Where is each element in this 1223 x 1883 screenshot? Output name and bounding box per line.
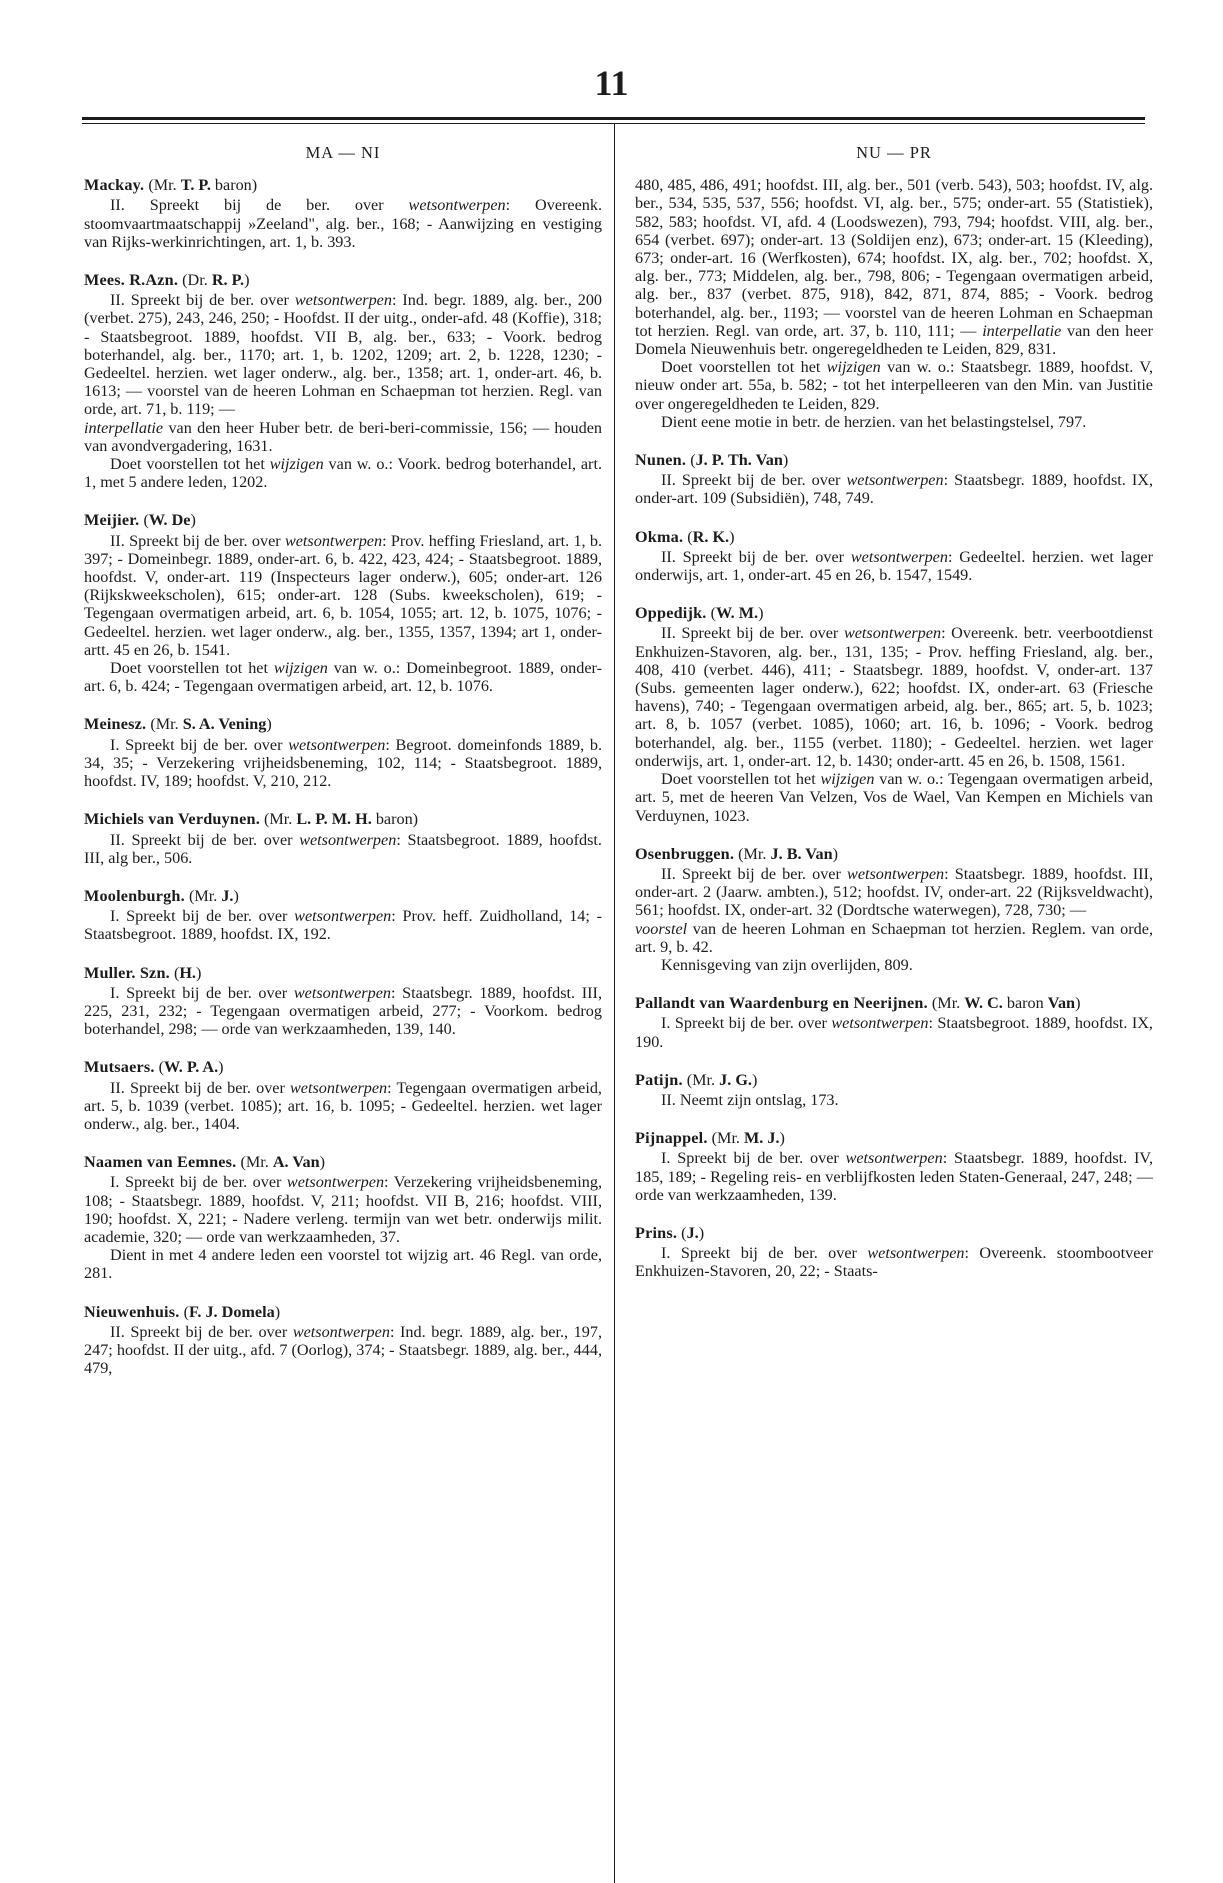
page-number: 11 xyxy=(594,63,629,103)
emphasis-term: wetsontwerpen xyxy=(299,830,397,849)
entry xyxy=(84,511,602,695)
left-entries xyxy=(84,176,602,1377)
member-name: Oppedijk. xyxy=(635,604,707,623)
member-initials: L. P. M. H. xyxy=(296,810,372,829)
member-qualifier: (W. M.) xyxy=(706,604,764,623)
member-name: Okma. xyxy=(635,527,684,546)
entry-paragraph: 480, 485, 486, 491; hoofdst. III, alg. ber., 501 (verb. 543), 503; hoofdst. IV, alg. ber., 534, 535, 537, 556; hoofdst. VI, alg. ber., 575; onder-art. 55 (Statistiek), 582, 583; hoofdst. VI, afd. 4 (Loodswezen), 793, 794; hoofdst. VIII, alg. ber., 654 (verbet. 697); onder-art. 13 (Soldijen enz), 673; onder-art. 15 (Kleeding), 673; onder-art. 16 (Werfkosten), 674; hoofdst. IX, alg. ber., 702; hoofdst. X, alg. ber., 773; Middelen, alg. ber., 798, 806; - Tegengaan overmatigen arbeid, alg. ber., 837 (verbet. 875, 918), 842, 871, 874, 885; - Voork. bedrog boterhandel, alg. ber., 1193; — voorstel van de heeren Lohman en Schaepman tot herzien. Regl. van orde, art. 37, b. 110, 111; — interpellatie van den heer Domela Nieuwenhuis betr. ongeregeldheden te Leiden, 829, 831. xyxy=(635,176,1153,359)
right-column-header: NU — PR xyxy=(856,143,932,162)
emphasis-term: voorstel xyxy=(635,919,688,938)
entry-heading xyxy=(84,1303,602,1321)
member-qualifier: (F. J. Domela) xyxy=(179,1302,281,1321)
entry xyxy=(84,1303,602,1378)
member-qualifier: (Mr. T. P. baron) xyxy=(144,176,258,195)
member-initials: J. xyxy=(221,886,234,905)
entry xyxy=(84,887,602,944)
member-initials: W. C. xyxy=(964,994,1003,1013)
member-initials: J. B. Van xyxy=(770,844,833,863)
emphasis-term: wetsontwerpen xyxy=(408,196,506,215)
entry-heading xyxy=(84,964,602,982)
emphasis-term: interpellatie xyxy=(84,418,164,437)
column-divider xyxy=(614,123,615,1883)
member-initials: R. K. xyxy=(692,527,730,546)
member-initials: W. P. A. xyxy=(164,1058,219,1077)
entry xyxy=(635,1224,1153,1281)
entry-paragraph: voorstel van de heeren Lohman en Schaepman tot herzien. Reglem. van orde, art. 9, b. 42. xyxy=(635,919,1153,956)
entry xyxy=(84,271,602,491)
emphasis-term: wijzigen xyxy=(826,358,881,377)
entry-paragraph: Doet voorstellen tot het wijzigen van w. o.: Voork. bedrog boterhandel, art. 1, met 5 andere leden, 1202. xyxy=(84,455,602,492)
entry-heading xyxy=(84,887,602,905)
emphasis-term: wetsontwerpen xyxy=(846,471,944,490)
emphasis-term: wetsontwerpen xyxy=(845,1149,943,1168)
member-initials: W. De xyxy=(148,511,191,530)
left-column xyxy=(84,144,602,1397)
member-qualifier: (Mr. W. C. baron Van) xyxy=(927,994,1081,1013)
entry-paragraph: I. Spreekt bij de ber. over wetsontwerpen: Verzekering vrijheidsbeneming, 108; - Staatsbegr. 1889, hoofdst. V, 211; hoofdst. VII B, 216; hoofdst. VIII, 190; hoofdst. X, 221; - Nadere verleng. termijn van wet betr. onderwijs milit. academie, 320; — orde van werkzaamheden, 37. xyxy=(84,1173,602,1246)
member-initials: A. Van xyxy=(272,1153,320,1172)
entry-paragraph: II. Spreekt bij de ber. over wetsontwerpen: Staatsbegr. 1889, hoofdst. IX, onder-art. 109 (Subsidiën), 748, 749. xyxy=(635,471,1153,508)
member-name: Mackay. xyxy=(84,176,145,195)
member-initials: W. M. xyxy=(715,604,759,623)
right-column xyxy=(635,144,1153,1301)
entry-heading xyxy=(84,715,602,733)
entry-paragraph: II. Spreekt bij de ber. over wetsontwerpen: Overeenk. betr. veerbootdienst Enkhuizen-Stavoren, alg. ber., 131, 135; - Prov. heffing Friesland, alg. ber., 408, 410 (verbet. 446), 411; - Staatsbegr. 1889, hoofdst. V, onder-art. 137 (Subs. gemeenten lager onderw.), 622; hoofdst. IX, onder-art. 63 (Friesche havens), 740; - Tegengaan overmatigen arbeid, alg. ber., 865; art. 5, b. 1023; art. 8, b. 1057 (verbet. 1085), 1060; art. 16, b. 1096; - Voork. bedrog boterhandel, alg. ber., 1155 (verbet. 1180); - Gedeeltel. herzien. wet lager onderwijs, art. 1, onder-art. 12, b. 1430; onder-artt. 45 en 26, b. 1508, 1561. xyxy=(635,624,1153,770)
member-qualifier: (Mr. J. B. Van) xyxy=(734,844,838,863)
emphasis-term: wetsontwerpen xyxy=(850,547,948,566)
entry-paragraph: II. Spreekt bij de ber. over wetsontwerpen: Overeenk. stoomvaartmaatschappij »Zeeland", alg. ber., 168; - Aanwijzing en vestiging van Rijks-werkinrichtingen, art. 1, b. 393. xyxy=(84,196,602,251)
emphasis-term: wijzigen xyxy=(273,659,328,678)
entry xyxy=(635,176,1153,431)
entry-paragraph: II. Spreekt bij de ber. over wetsontwerpen: Ind. begr. 1889, alg. ber., 200 (verbet. 275), 243, 246, 250; - Hoofdst. II der uitg., onder-afd. 48 (Koffie), 318; - Staatsbegroot. 1889, hoofdst. VII B, alg. ber., 633; - Voork. bedrog boterhandel, alg. ber., 1170; art. 1, b. 1202, 1209; art. 2, b. 1228, 1230; - Gedeeltel. herzien. wet lager onderw., alg. ber., 1358; art. 1, onder-art. 46, b. 1613; — voorstel van de heeren Lohman en Schaepman tot herzien. Regl. van orde, art. 71, b. 119; — xyxy=(84,291,603,419)
entry xyxy=(635,604,1153,824)
entry xyxy=(84,176,602,251)
entry-paragraph: I. Spreekt bij de ber. over wetsontwerpen: Staatsbegroot. 1889, hoofdst. IX, 190. xyxy=(635,1014,1153,1051)
member-qualifier: (H.) xyxy=(169,963,202,982)
entry xyxy=(84,810,602,867)
member-initials: S. A. Vening xyxy=(182,715,267,734)
emphasis-term: wetsontwerpen xyxy=(843,624,942,643)
member-initials: H. xyxy=(179,963,196,982)
entry-paragraph: I. Spreekt bij de ber. over wetsontwerpen: Begroot. domeinfonds 1889, b. 34, 35; - Verzekering vrijheidsbeneming, 102, 114; - Staatsbegroot. 1889, hoofdst. IV, 189; hoofdst. V, 210, 212. xyxy=(84,735,602,791)
member-initials: J. xyxy=(686,1223,699,1242)
entry-paragraph: I. Spreekt bij de ber. over wetsontwerpen: Prov. heff. Zuidholland, 14; - Staatsbegroot. 1889, hoofdst. IX, 192. xyxy=(84,907,603,944)
member-qualifier: (J.) xyxy=(677,1223,705,1242)
member-name: Naamen van Eemnes. xyxy=(84,1153,237,1172)
member-qualifier: (W. P. A.) xyxy=(154,1058,224,1077)
entry-heading xyxy=(635,1129,1153,1147)
member-qualifier: (Mr. L. P. M. H. baron) xyxy=(259,810,419,829)
member-initials: R. P. xyxy=(211,271,245,290)
emphasis-term: wijzigen xyxy=(820,770,875,789)
emphasis-term: wetsontwerpen xyxy=(290,1078,388,1097)
emphasis-term: wetsontwerpen xyxy=(284,531,383,550)
member-name: Patijn. xyxy=(635,1070,683,1089)
entry xyxy=(84,964,602,1039)
entry-paragraph: II. Neemt zijn ontslag, 173. xyxy=(661,1090,839,1109)
member-initials: Van xyxy=(1047,994,1076,1013)
entry-heading xyxy=(635,451,1153,469)
entry xyxy=(635,1129,1153,1204)
entry-heading xyxy=(635,1071,1153,1089)
member-qualifier: (Mr. S. A. Vening) xyxy=(146,715,272,734)
entry xyxy=(84,1153,602,1282)
member-qualifier: (Mr. J.) xyxy=(184,886,239,905)
entry-paragraph: II. Spreekt bij de ber. over wetsontwerpen: Gedeeltel. herzien. wet lager onderwijs, art. 1, onder-art. 45 en 26, b. 1547, 1549. xyxy=(635,547,1153,585)
member-qualifier: (Mr. J. G.) xyxy=(682,1070,758,1089)
entry-paragraph: II. Spreekt bij de ber. over wetsontwerpen: Prov. heffing Friesland, art. 1, b. 397; - Domeinbegr. 1889, onder-art. 6, b. 422, 423, 424; - Staatsbegroot. 1889, hoofdst. V, onder-art. 119 (Inspecteurs lager onderw.), 605; onder-art. 126 (Rijkskweekscholen), 615; onder-art. 128 (Subs. kweekscholen), 619; - Tegengaan overmatigen arbeid, art. 6, b. 1054, 1055; art. 12, b. 1075, 1076; - Gedeeltel. herzien. wet lager onderw., alg. ber., 1355, 1357, 1394; art 1, onder-artt. 45 en 26, b. 1541. xyxy=(84,531,603,659)
member-qualifier: (J. P. Th. Van) xyxy=(686,451,789,470)
member-name: Meinesz. xyxy=(84,715,147,734)
entry-heading xyxy=(635,994,1153,1012)
member-qualifier: (Mr. M. J.) xyxy=(707,1129,785,1148)
entry-paragraph: II. Spreekt bij de ber. over wetsontwerpen: Ind. begr. 1889, alg. ber., 197, 247; hoofdst. II der uitg., afd. 7 (Oorlog), 374; - Staatsbegr. 1889, alg. ber., 444, 479, xyxy=(84,1322,602,1378)
emphasis-term: wetsontwerpen xyxy=(847,864,945,883)
emphasis-term: wetsontwerpen xyxy=(831,1014,929,1033)
member-name: Prins. xyxy=(635,1223,678,1242)
emphasis-term: wetsontwerpen xyxy=(292,1322,390,1341)
member-name: Mutsaers. xyxy=(84,1058,155,1077)
member-name: Moolenburgh. xyxy=(84,886,185,905)
entry-paragraph: I. Spreekt bij de ber. over wetsontwerpen: Overeenk. stoombootveer Enkhuizen-Stavoren, 20, 22; - Staats- xyxy=(635,1244,1153,1281)
entry-paragraph: I. Spreekt bij de ber. over wetsontwerpen: Staatsbegr. 1889, hoofdst. IV, 185, 189; - Regeling reis- en verblijfkosten leden Staten-Generaal, 247, 248; — orde van werkzaamheden, 139. xyxy=(635,1149,1153,1204)
entry xyxy=(84,715,602,790)
member-initials: J. P. Th. Van xyxy=(695,451,783,470)
member-qualifier: (R. K.) xyxy=(683,527,735,546)
member-qualifier: (Dr. R. P.) xyxy=(178,271,250,290)
emphasis-term: wetsontwerpen xyxy=(288,735,386,754)
member-qualifier: (W. De) xyxy=(139,511,196,530)
emphasis-term: wetsontwerpen xyxy=(286,1173,385,1192)
entry-paragraph: Dient eene motie in betr. de herzien. van het belastingstelsel, 797. xyxy=(661,412,1087,431)
entry-heading xyxy=(84,810,602,828)
entry xyxy=(635,528,1153,585)
entry xyxy=(635,1071,1153,1109)
member-initials: J. G. xyxy=(719,1070,752,1089)
member-name: Mees. R.Azn. xyxy=(84,271,179,290)
member-name: Michiels van Verduynen. xyxy=(84,810,260,829)
member-initials: F. J. Domela xyxy=(188,1302,275,1321)
entry-paragraph: interpellatie van den heer Huber betr. de beri-beri-commissie, 156; — houden van avondvergadering, 1631. xyxy=(84,418,602,455)
member-name: Pijnappel. xyxy=(635,1129,708,1148)
member-name: Pallandt van Waardenburg en Neerijnen. xyxy=(635,994,928,1013)
right-entries xyxy=(635,176,1153,1280)
entry xyxy=(635,451,1153,508)
member-qualifier: (Mr. A. Van) xyxy=(236,1153,326,1172)
emphasis-term: wetsontwerpen xyxy=(294,291,392,310)
entry-paragraph: Doet voorstellen tot het wijzigen van w. o.: Domeinbegroot. 1889, onder-art. 6, b. 424; - Tegengaan overmatigen arbeid, art. 12, b. 1076. xyxy=(84,659,602,696)
member-initials: M. J. xyxy=(744,1129,780,1148)
emphasis-term: interpellatie xyxy=(982,321,1062,340)
entry-paragraph: I. Spreekt bij de ber. over wetsontwerpen: Staatsbegr. 1889, hoofdst. III, 225, 231, 232; - Tegengaan overmatigen arbeid, 277; - Voorkom. bedrog boterhandel, 298; — orde van werkzaamheden, 139, 140. xyxy=(84,983,602,1039)
member-name: Nunen. xyxy=(635,451,687,470)
member-name: Osenbruggen. xyxy=(635,844,735,863)
entry-heading xyxy=(635,604,1153,622)
entry-heading xyxy=(84,1153,602,1171)
member-name: Nieuwenhuis. xyxy=(84,1302,180,1321)
entry-heading xyxy=(635,1224,1153,1242)
member-initials: T. P. xyxy=(180,176,211,195)
emphasis-term: wijzigen xyxy=(269,455,324,474)
emphasis-term: wetsontwerpen xyxy=(294,907,392,926)
emphasis-term: wetsontwerpen xyxy=(293,983,391,1002)
member-name: Muller. Szn. xyxy=(84,963,170,982)
left-column-header: MA — NI xyxy=(305,143,381,162)
entry-heading xyxy=(635,845,1153,863)
entry-paragraph: II. Spreekt bij de ber. over wetsontwerpen: Staatsbegroot. 1889, hoofdst. III, alg ber., 506. xyxy=(84,830,602,867)
emphasis-term: wetsontwerpen xyxy=(867,1244,965,1263)
entry-paragraph: Kennisgeving van zijn overlijden, 809. xyxy=(661,955,913,974)
entry-paragraph: II. Spreekt bij de ber. over wetsontwerpen: Tegengaan overmatigen arbeid, art. 5, b. 1039 (verbet. 1085); art. 16, b. 1095; - Gedeeltel. herzien. wet lager onderw., alg. ber., 1404. xyxy=(84,1078,602,1133)
entry-heading xyxy=(84,511,602,529)
entry-paragraph: II. Spreekt bij de ber. over wetsontwerpen: Staatsbegr. 1889, hoofdst. III, onder-art. 2 (Jaarw. ambten.), 512; hoofdst. IV, onder-art. 22 (Rijksveldwacht), 561; hoofdst. IX, onder-art. 32 (Dordtsche waterwegen), 728, 730; — xyxy=(635,864,1153,920)
member-name: Meijier. xyxy=(84,511,140,530)
entry-heading xyxy=(84,176,602,194)
entry xyxy=(84,1058,602,1133)
entry-paragraph: Doet voorstellen tot het wijzigen van w. o.: Staatsbegr. 1889, hoofdst. V, nieuw onder art. 55a, b. 582; - tot het interpelleeren van den Min. van Justitie over ongeregeldheden te Leiden, 829. xyxy=(635,358,1153,413)
entry-paragraph: Doet voorstellen tot het wijzigen van w. o.: Tegengaan overmatigen arbeid, art. 5, met de heeren Van Velzen, Vos de Wael, Van Kempen en Michiels van Verduynen, 1023. xyxy=(635,770,1153,825)
header-rule-thick xyxy=(82,117,1145,120)
entry-heading xyxy=(84,271,602,289)
entry-heading xyxy=(635,528,1153,546)
entry xyxy=(635,845,1153,974)
entry-heading xyxy=(84,1058,602,1076)
entry-paragraph: Dient in met 4 andere leden een voorstel tot wijzig art. 46 Regl. van orde, 281. xyxy=(84,1246,602,1283)
entry xyxy=(635,994,1153,1051)
